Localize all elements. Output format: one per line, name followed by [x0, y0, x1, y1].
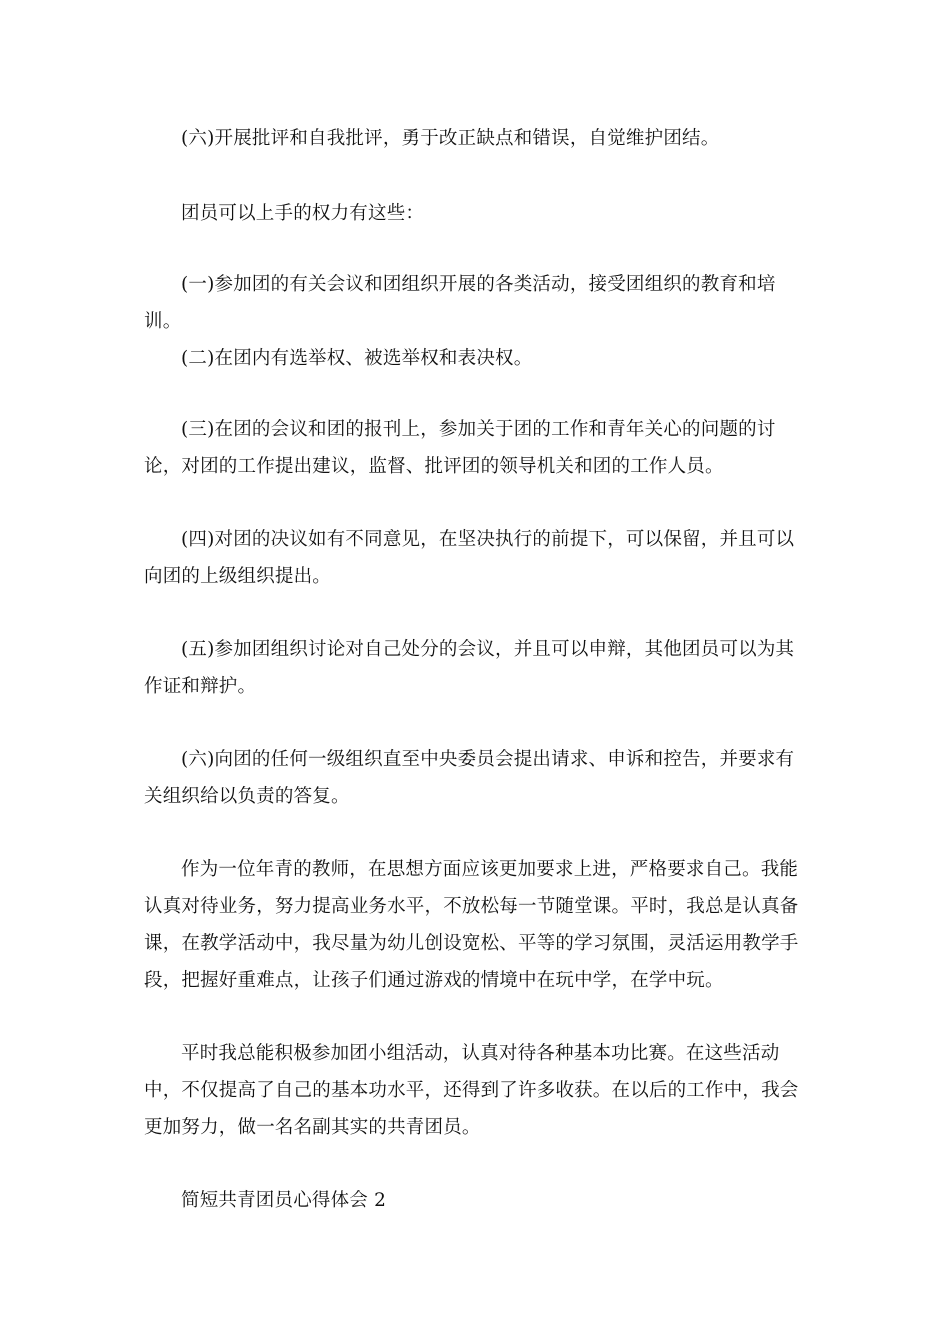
- paragraph-right-5: (五)参加团组织讨论对自己处分的会议，并且可以申辩，其他团员可以为其作证和辩护。: [144, 639, 795, 697]
- paragraph-right-4: (四)对团的决议如有不同意见，在坚决执行的前提下，可以保留，并且可以向团的上级组织提出。: [144, 529, 795, 587]
- section-heading: 简短共青团员心得体会 2: [181, 1190, 387, 1211]
- paragraph-right-3: (三)在团的会议和团的报刊上，参加关于团的工作和青年关心的问题的讨论，对团的工作提出建议，监督、批评团的领导机关和团的工作人员。: [144, 419, 776, 477]
- paragraph-activities: 平时我总能积极参加团小组活动，认真对待各种基本功比赛。在这些活动中，不仅提高了自己的基本功水平，还得到了许多收获。在以后的工作中，我会更加努力，做一名名副其实的共青团员。: [144, 1043, 799, 1138]
- paragraph-right-1: (一)参加团的有关会议和团组织开展的各类活动，接受团组织的教育和培训。: [144, 274, 776, 332]
- paragraph-right-2: (二)在团内有选举权、被选举权和表决权。: [181, 348, 533, 369]
- paragraph-teacher-reflection: 作为一位年青的教师，在思想方面应该更加要求上进，严格要求自己。我能认真对待业务，努力提高业务水平，不放松每一节随堂课。平时，我总是认真备课，在教学活动中，我尽量为幼儿创设宽松、平等的学习氛围，灵活运用教学手段，把握好重难点，让孩子们通过游戏的情境中在玩中学，在学中玩。: [144, 859, 799, 991]
- paragraph-duty-6: (六)开展批评和自我批评，勇于改正缺点和错误，自觉维护团结。: [181, 128, 720, 149]
- paragraph-right-6: (六)向团的任何一级组织直至中央委员会提出请求、申诉和控告，并要求有关组织给以负责的答复。: [144, 749, 795, 807]
- paragraph-rights-intro: 团员可以上手的权力有这些：: [181, 203, 425, 224]
